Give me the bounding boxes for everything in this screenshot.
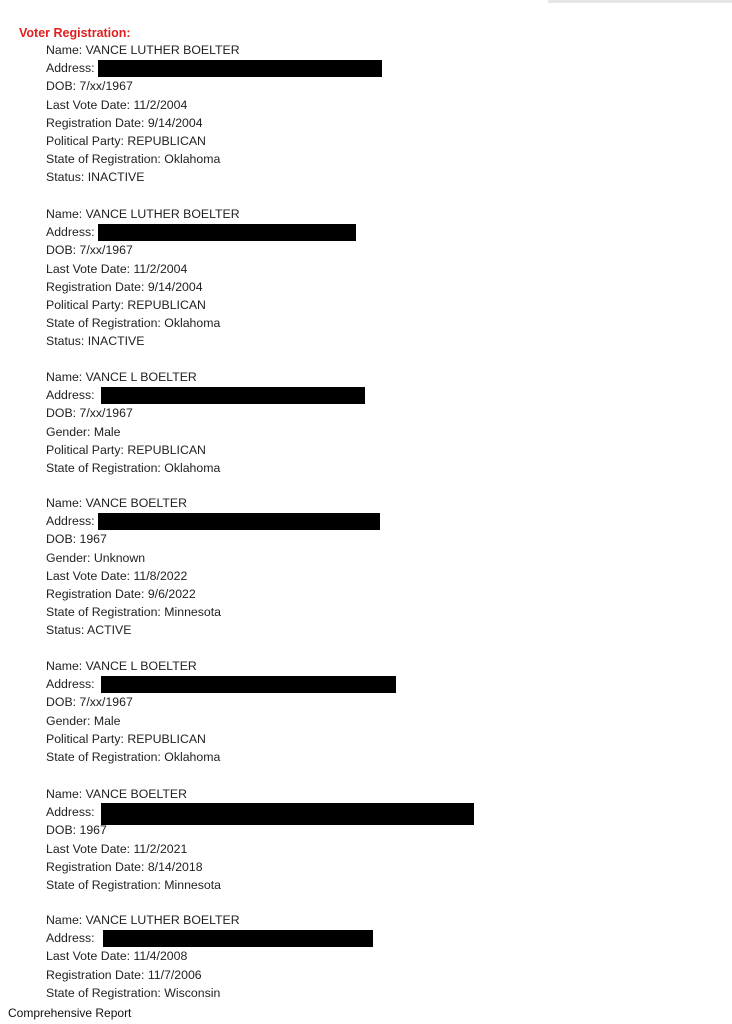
record-gender: Gender: Male — [46, 713, 121, 728]
record-last-vote: Last Vote Date: 11/2/2004 — [46, 97, 188, 112]
record-status: Status: ACTIVE — [46, 623, 132, 638]
record-dob: DOB: 1967 — [46, 532, 107, 547]
record-status: Status: INACTIVE — [46, 170, 145, 185]
record-status: Status: INACTIVE — [46, 334, 145, 349]
report-footer: Comprehensive Report — [8, 1006, 132, 1020]
record-state: State of Registration: Oklahoma — [46, 749, 221, 764]
voter-record — [46, 657, 220, 766]
record-name: Name: VANCE LUTHER BOELTER — [46, 43, 240, 57]
redaction-bar — [98, 224, 356, 241]
record-name: Name: VANCE LUTHER BOELTER — [46, 913, 240, 927]
record-registration-date: Registration Date: 9/14/2004 — [46, 115, 203, 130]
record-state: State of Registration: Oklahoma — [46, 152, 221, 167]
record-last-vote: Last Vote Date: 11/8/2022 — [46, 568, 188, 583]
record-dob: DOB: 7/xx/1967 — [46, 695, 133, 710]
record-name: Name: VANCE L BOELTER — [46, 659, 197, 673]
record-address: Address: — [46, 803, 221, 821]
record-address: Address: — [46, 929, 240, 947]
record-address: Address: — [46, 59, 240, 77]
record-name: Name: VANCE L BOELTER — [46, 370, 197, 384]
record-registration-date: Registration Date: 9/6/2022 — [46, 586, 196, 601]
record-dob: DOB: 7/xx/1967 — [46, 406, 133, 421]
record-address: Address: — [46, 675, 220, 693]
record-dob: DOB: 7/xx/1967 — [46, 79, 133, 94]
record-address: Address: — [46, 223, 240, 241]
section-title: Voter Registration: — [19, 26, 131, 40]
record-state: State of Registration: Minnesota — [46, 877, 221, 892]
record-last-vote: Last Vote Date: 11/2/2021 — [46, 841, 188, 856]
record-party: Political Party: REPUBLICAN — [46, 442, 206, 457]
redaction-bar — [103, 930, 373, 947]
record-address: Address: — [46, 512, 221, 530]
voter-record — [46, 785, 221, 894]
record-gender: Gender: Male — [46, 424, 121, 439]
redaction-bar — [98, 513, 380, 530]
record-registration-date: Registration Date: 9/14/2004 — [46, 279, 203, 294]
record-name: Name: VANCE LUTHER BOELTER — [46, 207, 240, 221]
record-dob: DOB: 1967 — [46, 823, 107, 838]
record-last-vote: Last Vote Date: 11/4/2008 — [46, 949, 188, 964]
voter-record — [46, 41, 240, 187]
record-party: Political Party: REPUBLICAN — [46, 133, 206, 148]
record-state: State of Registration: Oklahoma — [46, 460, 221, 475]
record-registration-date: Registration Date: 8/14/2018 — [46, 859, 203, 874]
redaction-bar — [101, 387, 365, 404]
page-edge-tab — [548, 0, 732, 3]
record-dob: DOB: 7/xx/1967 — [46, 243, 133, 258]
redaction-bar — [101, 676, 396, 693]
record-state: State of Registration: Minnesota — [46, 605, 221, 620]
record-name: Name: VANCE BOELTER — [46, 496, 187, 510]
record-last-vote: Last Vote Date: 11/2/2004 — [46, 261, 188, 276]
voter-record — [46, 494, 221, 640]
record-state: State of Registration: Wisconsin — [46, 985, 221, 1000]
record-state: State of Registration: Oklahoma — [46, 316, 221, 331]
record-party: Political Party: REPUBLICAN — [46, 731, 206, 746]
voter-record — [46, 368, 220, 477]
record-party: Political Party: REPUBLICAN — [46, 297, 206, 312]
record-registration-date: Registration Date: 11/7/2006 — [46, 967, 202, 982]
record-name: Name: VANCE BOELTER — [46, 787, 187, 801]
redaction-bar — [98, 60, 382, 77]
record-address: Address: — [46, 386, 220, 404]
voter-record — [46, 911, 240, 1002]
record-gender: Gender: Unknown — [46, 550, 146, 565]
voter-record — [46, 205, 240, 351]
